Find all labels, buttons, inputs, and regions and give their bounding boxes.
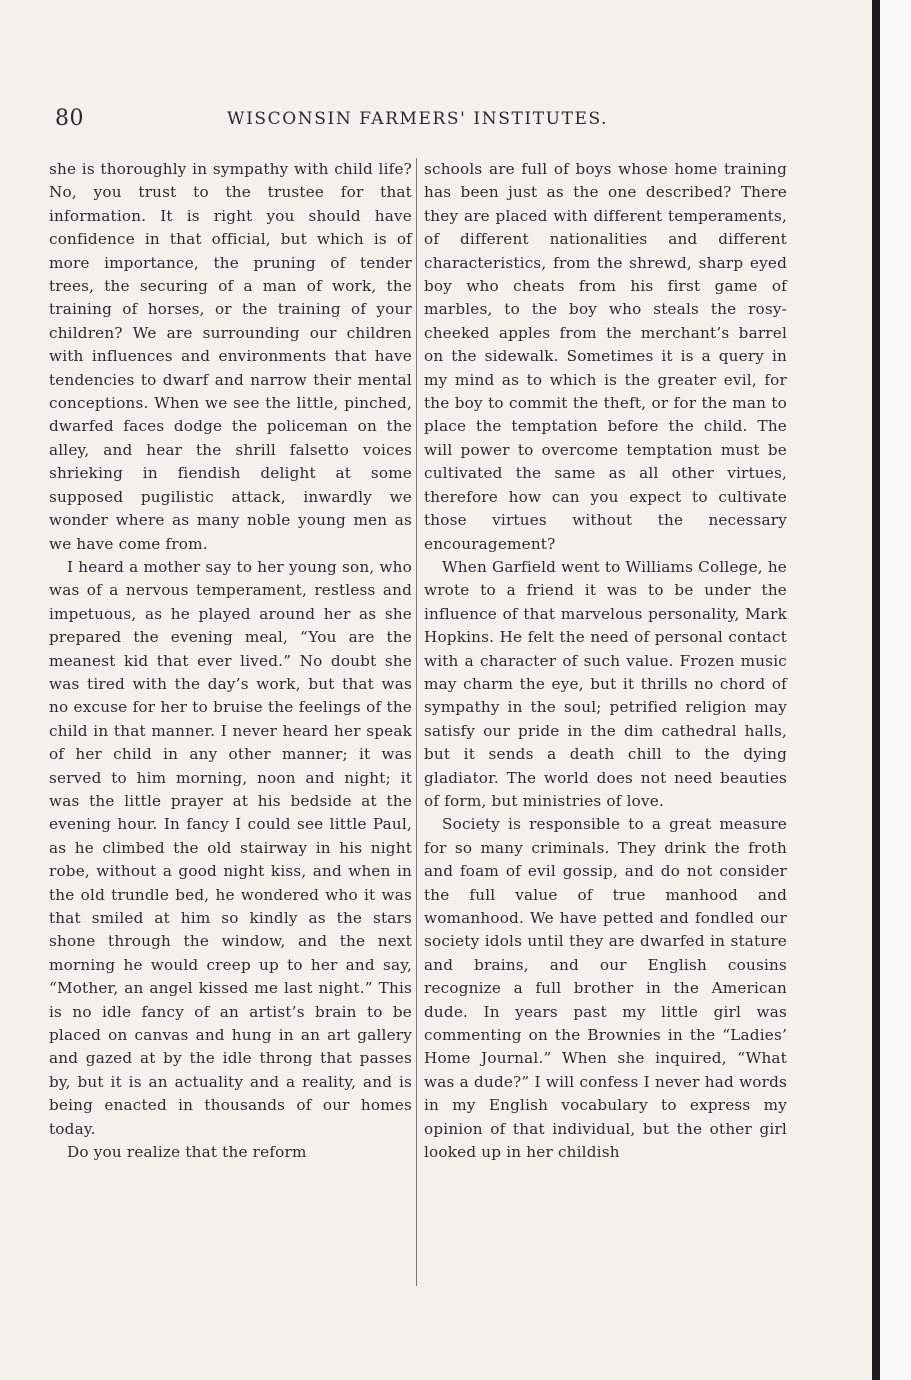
scan-margin [880,0,911,1380]
running-title: WISCONSIN FARMERS' INSTITUTES. [227,109,609,129]
page-number: 80 [55,106,84,131]
right-column [424,158,787,1164]
paragraph: When Garfield went to Williams College, he wrote to a friend it was to be under the influence of that marvelous personality, Mark Hopkins. He felt the need of personal contact with a character of such value. Frozen music may charm the eye, but it thrills no chord of sympathy in the soul; petrified religion may satisfy our pride in the dim cathedral halls, but it sends a death chill to the dying gladiator. The world does not need beauties of form, but ministries of love. [424,557,787,810]
left-column [49,158,412,1164]
paragraph: she is thoroughly in sympathy with child life? No, you trust to the trustee for that information. It is right you should have confidence in that official, but which is of more importance, the pruning of tender trees, the securing of a man of work, the training of horses, or the training of your children? We are surrounding our children with influences and environments that have tendencies to dwarf and narrow their mental conceptions. When we see the little, pinched, dwarfed faces dodge the policeman on the alley, and hear the shrill falsetto voices shrieking in fiendish delight at some supposed pugilistic attack, inwardly we wonder where as many noble young men as we have come from. [49,160,412,553]
page-header [55,106,615,134]
paragraph: Do you realize that the reform [67,1143,307,1162]
column-divider [416,158,417,1286]
paragraph: Society is responsible to a great measure for so many criminals. They drink the froth and foam of evil gossip, and do not consider the full value of true manhood and womanhood. We have petted and fondled our society idols until they are dwarfed in stature and brains, and our English cousins recognize a full brother in the American dude. In years past my little girl was commenting on the Brownies in the “Ladies’ Home Journal.” When she inquired, “What was a dude?” I will confess I never had words in my English vocabulary to express my opinion of that individual, but the other girl looked up in her childish [424,815,787,1162]
page-edge-shadow [872,0,880,1380]
paragraph: schools are full of boys whose home training has been just as the one described? There they are placed with different temperaments, of different nationalities and different characteristics, from the shrewd, sharp eyed boy who cheats from his first game of marbles, to the boy who steals the rosy-cheeked apples from the merchant’s barrel on the sidewalk. Sometimes it is a query in my mind as to which is the greater evil, for the boy to commit the theft, or for the man to place the temptation before the child. The will power to overcome temptation must be cultivated the same as all other virtues, therefore how can you expect to cultivate those virtues without the necessary encouragement? [424,160,787,553]
paragraph: I heard a mother say to her young son, who was of a nervous temperament, restless and impetuous, as he played around her as she prepared the evening meal, “You are the meanest kid that ever lived.” No doubt she was tired with the day’s work, but that was no excuse for her to bruise the feelings of the child in that manner. I never heard her speak of her child in any other manner; it was served to him morning, noon and night; it was the little prayer at his bedside at the evening hour. In fancy I could see little Paul, as he climbed the old stairway in his night robe, without a good night kiss, and when in the old trundle bed, he wondered who it was that smiled at him so kindly as the stars shone through the window, and the next morning he would creep up to her and say, “Mother, an angel kissed me last night.” This is no idle fancy of an artist’s brain to be placed on canvas and hung in an art gallery and gazed at by the idle throng that passes by, but it is an actuality and a reality, and is being enacted in thousands of our homes today. [49,557,412,1138]
